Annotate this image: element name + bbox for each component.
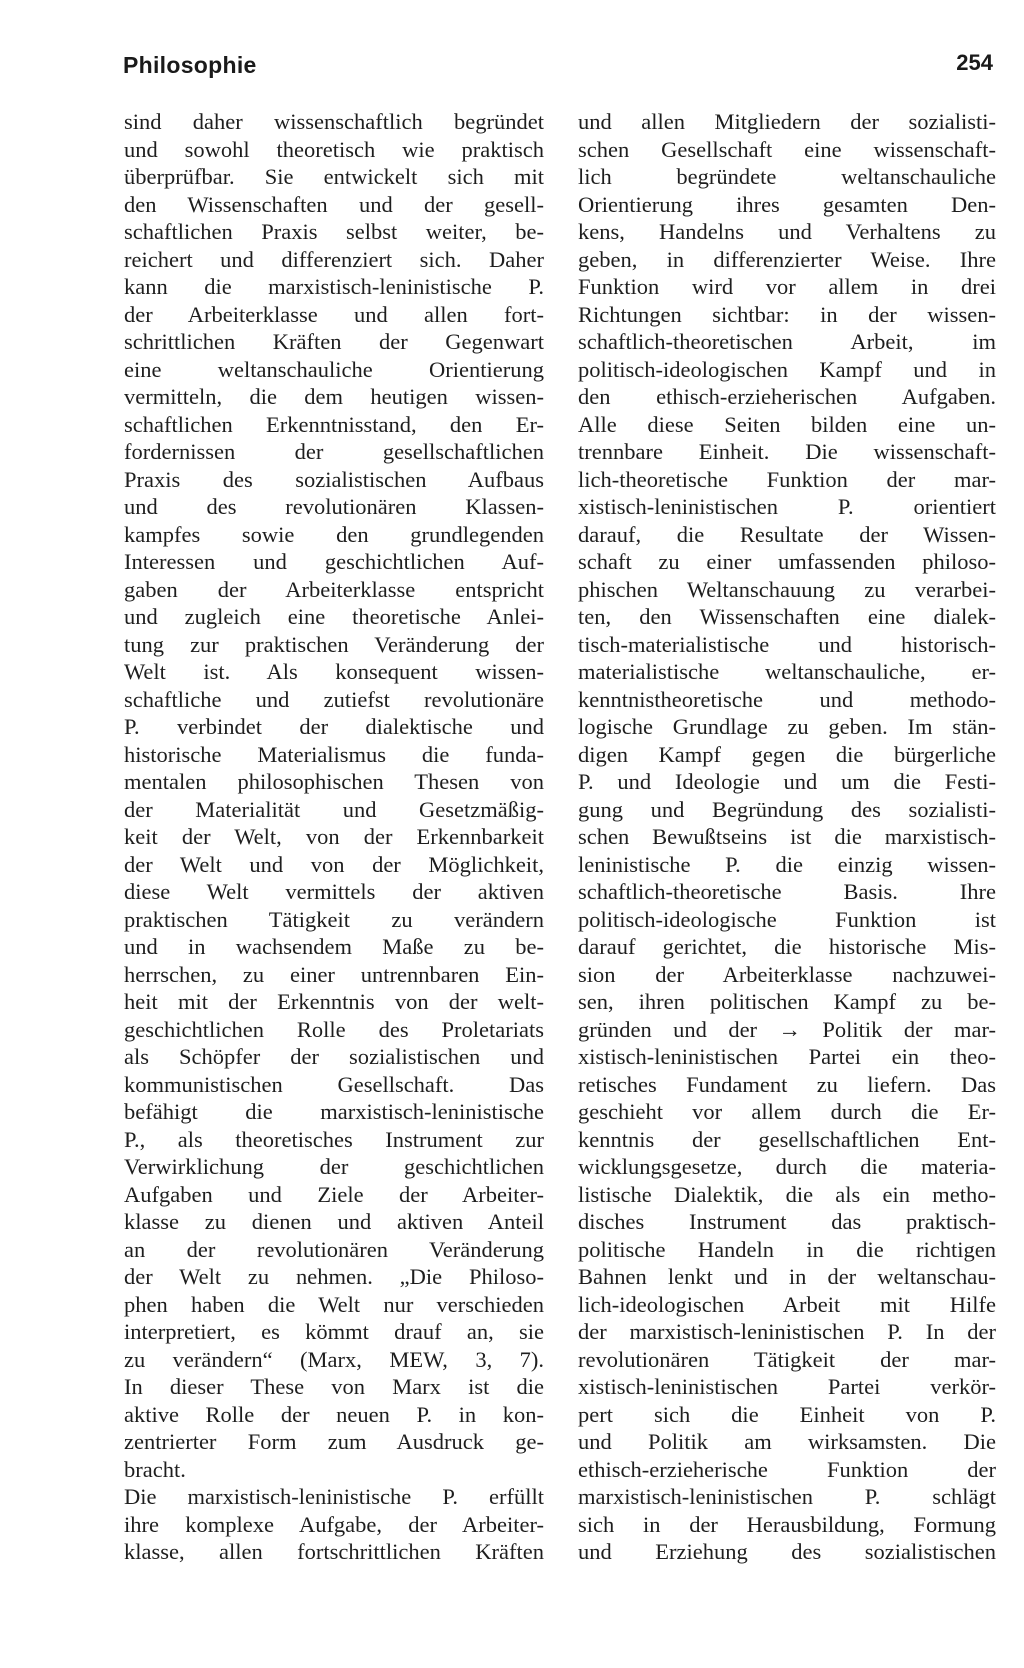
text-line: disches Instrument das praktisch- xyxy=(578,1209,996,1234)
text-line: bracht. xyxy=(124,1456,186,1482)
text-line: gaben der Arbeiterklasse entspricht xyxy=(124,576,544,602)
text-line: den Wissenschaften und der gesell- xyxy=(124,191,544,217)
text-line: schrittlichen Kräften der Gegenwart xyxy=(124,329,544,354)
text-line: schen Bewußtseins ist die marxistisch- xyxy=(578,824,996,849)
text-line: historische Materialismus die funda- xyxy=(124,741,544,767)
text-line: schaft zu einer umfassenden philoso- xyxy=(578,549,996,574)
text-line: schaftlich-theoretischen Arbeit, im xyxy=(578,329,996,354)
text-line: herrschen, zu einer untrennbaren Ein- xyxy=(124,961,544,987)
page-header xyxy=(123,52,993,92)
text-line: pert sich die Einheit von P. xyxy=(578,1401,996,1427)
text-line: gründen und der → Politik der mar- xyxy=(578,1016,996,1042)
text-line: reichert und differenziert sich. Daher xyxy=(124,246,544,272)
text-line: fordernissen der gesellschaftlichen xyxy=(124,439,544,464)
text-line: sion der Arbeiterklasse nachzuwei- xyxy=(578,961,996,987)
text-line: politisch-ideologische Funktion ist xyxy=(578,906,996,932)
left-text-column xyxy=(124,108,544,1566)
text-line: zu verändern“ (Marx, MEW, 3, 7). xyxy=(124,1346,544,1372)
text-line: xistisch-leninistischen Partei verkör- xyxy=(578,1374,996,1399)
text-line: Praxis des sozialistischen Aufbaus xyxy=(124,466,544,492)
text-line: zentrierter Form zum Ausdruck ge- xyxy=(124,1429,544,1454)
text-line: mentalen philosophischen Thesen von xyxy=(124,769,544,794)
text-line: aktive Rolle der neuen P. in kon- xyxy=(124,1401,544,1427)
text-line: der Arbeiterklasse und allen fort- xyxy=(124,301,544,327)
text-line: phen haben die Welt nur verschieden xyxy=(124,1291,544,1317)
text-line: xistisch-leninistischen Partei ein theo- xyxy=(578,1044,996,1069)
text-line: lich-theoretische Funktion der mar- xyxy=(578,466,996,492)
text-line: praktischen Tätigkeit zu verändern xyxy=(124,906,544,932)
text-line: ten, den Wissenschaften eine dialek- xyxy=(578,604,996,629)
text-line: als Schöpfer der sozialistischen und xyxy=(124,1044,544,1069)
text-line: logische Grundlage zu geben. Im stän- xyxy=(578,714,996,739)
text-line: Interessen und geschichtlichen Auf- xyxy=(124,549,544,574)
text-line: marxistisch-leninistischen P. schlägt xyxy=(578,1484,996,1509)
text-line: digen Kampf gegen die bürgerliche xyxy=(578,741,996,767)
text-line: Welt ist. Als konsequent wissen- xyxy=(124,659,544,684)
text-line: xistisch-leninistischen P. orientiert xyxy=(578,494,996,519)
page-number: 254 xyxy=(956,50,993,75)
text-line: P., als theoretisches Instrument zur xyxy=(124,1126,544,1152)
text-line: ihre komplexe Aufgabe, der Arbeiter- xyxy=(124,1511,544,1537)
running-head-title: Philosophie xyxy=(123,52,257,78)
text-line: schaftlichen Erkenntnisstand, den Er- xyxy=(124,411,544,437)
text-line: tisch-materialistische und historisch- xyxy=(578,631,996,657)
text-line: und in wachsendem Maße zu be- xyxy=(124,934,544,959)
text-line: revolutionären Tätigkeit der mar- xyxy=(578,1346,996,1372)
text-line: der Welt und von der Möglichkeit, xyxy=(124,851,544,877)
text-line: In dieser These von Marx ist die xyxy=(124,1374,544,1399)
text-line: der Materialität und Gesetzmäßig- xyxy=(124,796,544,822)
text-line: schen Gesellschaft eine wissenschaft- xyxy=(578,136,996,162)
text-line: ethisch-erzieherische Funktion der xyxy=(578,1456,996,1482)
text-line: und zugleich eine theoretische Anlei- xyxy=(124,604,544,629)
text-line: sen, ihren politischen Kampf zu be- xyxy=(578,989,996,1014)
text-line: listische Dialektik, die als ein metho- xyxy=(578,1181,996,1207)
text-line: sind daher wissenschaftlich begründet xyxy=(124,109,544,134)
text-line: der marxistisch-leninistischen P. In der xyxy=(578,1319,996,1344)
text-line: Verwirklichung der geschichtlichen xyxy=(124,1154,544,1179)
text-line: den ethisch-erzieherischen Aufgaben. xyxy=(578,384,996,409)
text-line: klasse zu dienen und aktiven Anteil xyxy=(124,1209,544,1234)
text-line: kommunistischen Gesellschaft. Das xyxy=(124,1071,544,1097)
text-line: kann die marxistisch-leninistische P. xyxy=(124,274,544,299)
text-line: kens, Handelns und Verhaltens zu xyxy=(578,219,996,244)
text-line: geschichtlichen Rolle des Proletariats xyxy=(124,1016,544,1042)
text-line: keit der Welt, von der Erkennbarkeit xyxy=(124,824,544,849)
text-line: der Welt zu nehmen. „Die Philoso- xyxy=(124,1264,544,1289)
text-line: befähigt die marxistisch-leninistische xyxy=(124,1099,544,1124)
text-line: heit mit der Erkenntnis von der welt- xyxy=(124,989,544,1014)
text-line: und des revolutionären Klassen- xyxy=(124,494,544,519)
text-line: Bahnen lenkt und in der weltanschau- xyxy=(578,1264,996,1289)
text-line: sich in der Herausbildung, Formung xyxy=(578,1511,996,1537)
text-line: schaftlichen Praxis selbst weiter, be- xyxy=(124,219,544,244)
text-line: Orientierung ihres gesamten Den- xyxy=(578,191,996,217)
text-line: Richtungen sichtbar: in der wissen- xyxy=(578,301,996,327)
text-line: Aufgaben und Ziele der Arbeiter- xyxy=(124,1181,544,1207)
text-line: leninistische P. die einzig wissen- xyxy=(578,851,996,877)
text-line: vermitteln, die dem heutigen wissen- xyxy=(124,384,544,409)
text-line: geschieht vor allem durch die Er- xyxy=(578,1099,996,1124)
text-line: kenntnis der gesellschaftlichen Ent- xyxy=(578,1126,996,1152)
text-line: lich-ideologischen Arbeit mit Hilfe xyxy=(578,1291,996,1317)
text-line: und allen Mitgliedern der sozialisti- xyxy=(578,109,996,134)
text-line: und Politik am wirksamsten. Die xyxy=(578,1429,996,1454)
text-line: phischen Weltanschauung zu verarbei- xyxy=(578,576,996,602)
text-line: retisches Fundament zu liefern. Das xyxy=(578,1071,996,1097)
text-line: politische Handeln in die richtigen xyxy=(578,1236,996,1262)
text-line: Funktion wird vor allem in drei xyxy=(578,274,996,299)
text-line: schaftliche und zutiefst revolutionäre xyxy=(124,686,544,712)
text-line: P. und Ideologie und um die Festi- xyxy=(578,769,996,794)
text-line: gung und Begründung des sozialisti- xyxy=(578,796,996,822)
text-line: eine weltanschauliche Orientierung xyxy=(124,356,544,382)
text-line: wicklungsgesetze, durch die materia- xyxy=(578,1154,996,1179)
text-line: schaftlich-theoretische Basis. Ihre xyxy=(578,879,996,904)
text-line: trennbare Einheit. Die wissenschaft- xyxy=(578,439,996,464)
text-line: an der revolutionären Veränderung xyxy=(124,1236,544,1262)
text-line: politisch-ideologischen Kampf und in xyxy=(578,356,996,382)
right-text-column xyxy=(578,108,996,1566)
text-line: materialistische weltanschauliche, er- xyxy=(578,659,996,684)
text-line: kampfes sowie den grundlegenden xyxy=(124,521,544,547)
text-line: darauf, die Resultate der Wissen- xyxy=(578,521,996,547)
text-line: Alle diese Seiten bilden eine un- xyxy=(578,411,996,437)
text-line: und Erziehung des sozialistischen xyxy=(578,1539,996,1564)
text-line: Die marxistisch-leninistische P. erfüllt xyxy=(124,1484,544,1509)
text-line: überprüfbar. Sie entwickelt sich mit xyxy=(124,164,544,189)
text-line: interpretiert, es kömmt drauf an, sie xyxy=(124,1319,544,1344)
text-line: geben, in differenzierter Weise. Ihre xyxy=(578,246,996,272)
text-line: klasse, allen fortschrittlichen Kräften xyxy=(124,1539,544,1564)
text-line: und sowohl theoretisch wie praktisch xyxy=(124,136,544,162)
text-line: P. verbindet der dialektische und xyxy=(124,714,544,739)
text-line: lich begründete weltanschauliche xyxy=(578,164,996,189)
text-line: kenntnistheoretische und methodo- xyxy=(578,686,996,712)
text-line: diese Welt vermittels der aktiven xyxy=(124,879,544,904)
text-line: tung zur praktischen Veränderung der xyxy=(124,631,544,657)
text-line: darauf gerichtet, die historische Mis- xyxy=(578,934,996,959)
